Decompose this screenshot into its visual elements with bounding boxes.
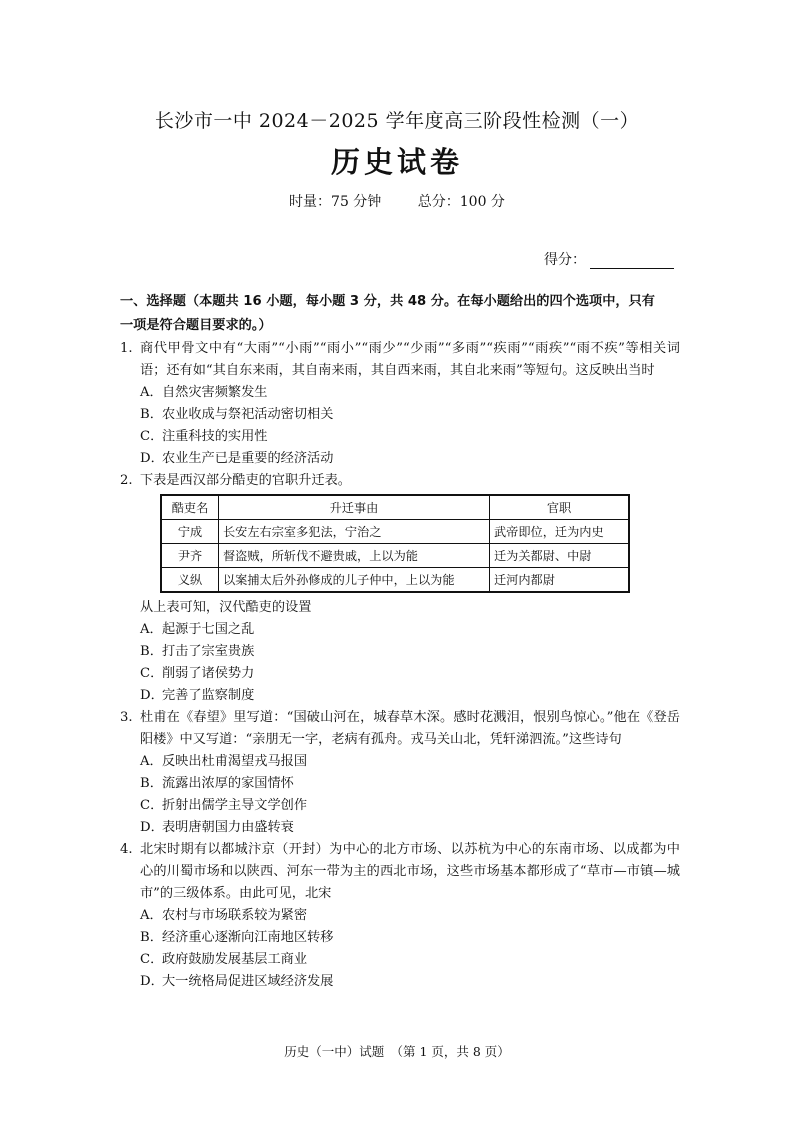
table-row bbox=[161, 544, 629, 568]
option-text: 打击了宗室贵族 bbox=[162, 644, 255, 659]
school-title: 长沙市一中 2024－2025 学年度高三阶段性检测（一） bbox=[154, 110, 640, 132]
question-stem: 商代甲骨文中有“大雨”“小雨”“雨小”“雨少”“少雨”“多雨”“疾雨”“雨疾”“雨不疾”等相关词语；还有如“其自东来雨，其自南来雨，其自西来雨，其自北来雨”等短句。这反映出当时 bbox=[140, 341, 680, 378]
exam-meta bbox=[0, 191, 794, 211]
section-heading-line1: 一、选择题（本题共 16 小题，每小题 3 分，共 48 分。在每小题给出的四个选项中，只有 bbox=[120, 294, 655, 309]
option-a bbox=[120, 751, 680, 773]
section-heading bbox=[120, 290, 680, 338]
question-number: 2. bbox=[120, 473, 133, 488]
option-b bbox=[120, 927, 680, 949]
option-text: 自然灾害频繁发生 bbox=[162, 385, 268, 400]
option-text: 完善了监察制度 bbox=[162, 688, 255, 703]
option-label: C． bbox=[140, 952, 164, 967]
option-label: D． bbox=[140, 688, 164, 703]
option-b bbox=[120, 641, 680, 663]
score-blank bbox=[590, 254, 674, 269]
table-header-cell: 升迁事由 bbox=[219, 495, 490, 520]
option-label: C． bbox=[140, 429, 164, 444]
option-label: A． bbox=[140, 385, 163, 400]
option-text: 流露出浓厚的家国情怀 bbox=[162, 776, 294, 791]
option-text: 折射出儒学主导文学创作 bbox=[162, 798, 308, 813]
option-text: 反映出杜甫渴望戎马报国 bbox=[162, 754, 308, 769]
option-d bbox=[120, 448, 680, 470]
option-text: 农业收成与祭祀活动密切相关 bbox=[162, 407, 334, 422]
question-followup: 从上表可知，汉代酷吏的设置 bbox=[140, 600, 312, 615]
question-2 bbox=[120, 470, 680, 492]
option-text: 农业生产已是重要的经济活动 bbox=[162, 451, 334, 466]
option-text: 农村与市场联系较为紧密 bbox=[162, 908, 308, 923]
option-b bbox=[120, 404, 680, 426]
question-stem: 杜甫在《春望》里写道：“国破山河在，城春草木深。感时花溅泪，恨别鸟惊心。”他在《登岳阳楼》中又写道：“亲朋无一字，老病有孤舟。戎马关山北，凭轩涕泗流。”这些诗句 bbox=[140, 710, 680, 747]
option-text: 政府鼓励发展基层工商业 bbox=[162, 952, 308, 967]
table-row bbox=[161, 568, 629, 593]
option-label: C． bbox=[140, 798, 164, 813]
option-a bbox=[120, 905, 680, 927]
option-text: 削弱了诸侯势力 bbox=[162, 666, 255, 681]
table-cell: 长安左右宗室多犯法，宁治之 bbox=[219, 520, 490, 544]
table-cell: 尹齐 bbox=[161, 544, 219, 568]
official-promotion-table bbox=[160, 494, 630, 593]
table-row bbox=[161, 520, 629, 544]
option-label: A． bbox=[140, 908, 163, 923]
table-header-row bbox=[161, 495, 629, 520]
question-1 bbox=[120, 338, 680, 382]
total-label: 总分：100 分 bbox=[417, 194, 505, 210]
table-cell: 迁为关都尉、中尉 bbox=[490, 544, 630, 568]
option-a bbox=[120, 382, 680, 404]
option-b bbox=[120, 773, 680, 795]
table-header-cell: 酷吏名 bbox=[161, 495, 219, 520]
option-label: D． bbox=[140, 451, 164, 466]
option-a bbox=[120, 619, 680, 641]
question-number: 3. bbox=[120, 710, 133, 725]
option-label: B． bbox=[140, 407, 163, 422]
option-label: C． bbox=[140, 666, 164, 681]
option-label: B． bbox=[140, 776, 163, 791]
option-text: 大一统格局促进区域经济发展 bbox=[162, 974, 334, 989]
option-c bbox=[120, 795, 680, 817]
page-footer: 历史（一中）试题 （第 1 页，共 8 页） bbox=[284, 1044, 510, 1059]
score-box bbox=[544, 249, 674, 269]
question-number: 4. bbox=[120, 842, 133, 857]
table-cell: 督盗贼，所斩伐不避贵戚，上以为能 bbox=[219, 544, 490, 568]
option-c bbox=[120, 663, 680, 685]
time-label: 时量：75 分钟 bbox=[289, 194, 382, 210]
section-heading-line2: 一项是符合题目要求的。） bbox=[120, 318, 272, 333]
option-label: A． bbox=[140, 754, 163, 769]
score-label: 得分： bbox=[544, 252, 586, 268]
question-number: 1. bbox=[120, 341, 133, 356]
option-text: 注重科技的实用性 bbox=[162, 429, 268, 444]
option-label: B． bbox=[140, 644, 163, 659]
table-cell: 义纵 bbox=[161, 568, 219, 593]
question-3 bbox=[120, 707, 680, 751]
question-4 bbox=[120, 839, 680, 905]
option-c bbox=[120, 949, 680, 971]
question-stem: 北宋时期有以都城汴京（开封）为中心的北方市场、以苏杭为中心的东南市场、以成都为中心的川蜀市场和以陕西、河东一带为主的西北市场，这些市场基本都形成了“草市—市镇—城市”的三级体系。由此可见，北宋 bbox=[140, 842, 680, 901]
option-label: D． bbox=[140, 820, 164, 835]
table-cell: 以案捕太后外孙修成的儿子仲中，上以为能 bbox=[219, 568, 490, 593]
exam-content bbox=[120, 290, 680, 993]
table-header-cell: 官职 bbox=[490, 495, 630, 520]
option-d bbox=[120, 971, 680, 993]
option-text: 表明唐朝国力由盛转衰 bbox=[162, 820, 294, 835]
option-label: B． bbox=[140, 930, 163, 945]
table-cell: 宁成 bbox=[161, 520, 219, 544]
option-d bbox=[120, 685, 680, 707]
option-label: D． bbox=[140, 974, 164, 989]
table-cell: 迁河内都尉 bbox=[490, 568, 630, 593]
option-text: 起源于七国之乱 bbox=[162, 622, 255, 637]
option-c bbox=[120, 426, 680, 448]
option-label: A． bbox=[140, 622, 163, 637]
option-text: 经济重心逐渐向江南地区转移 bbox=[162, 930, 334, 945]
question-stem: 下表是西汉部分酷吏的官职升迁表。 bbox=[140, 473, 351, 488]
option-d bbox=[120, 817, 680, 839]
subject-title: 历史试卷 bbox=[330, 145, 463, 179]
table-cell: 武帝即位，迁为内史 bbox=[490, 520, 630, 544]
